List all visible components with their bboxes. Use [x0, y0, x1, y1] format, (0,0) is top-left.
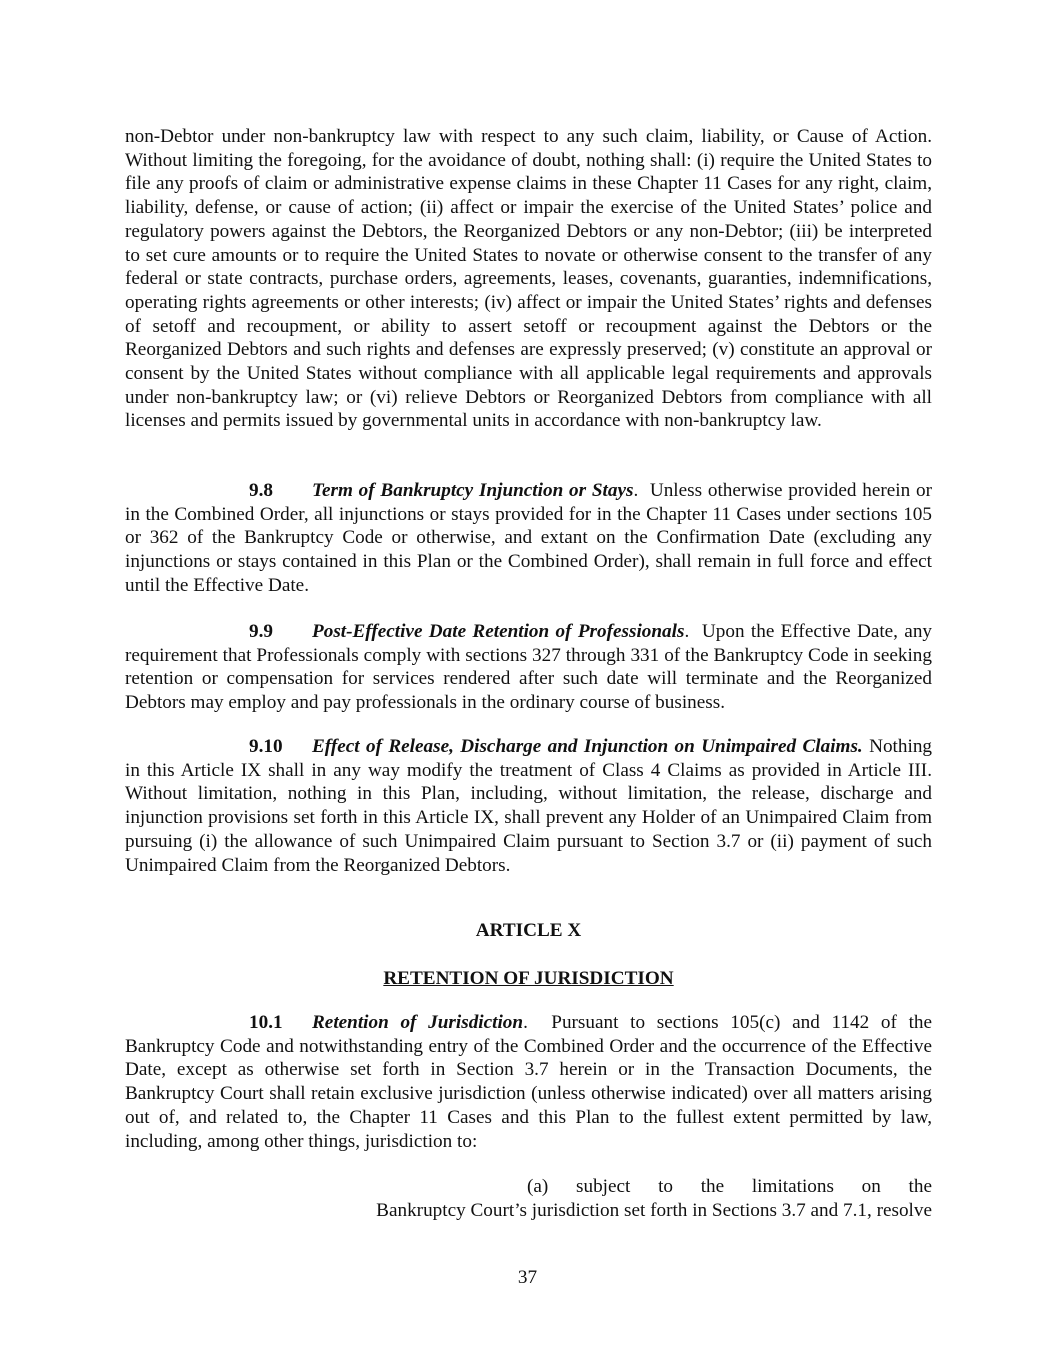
section-number: 10.1 — [249, 1012, 283, 1033]
section-title: Effect of Release, Discharge and Injunction on Unimpaired Claims. — [312, 736, 863, 757]
section-number: 9.9 — [249, 621, 273, 642]
section-body: Unless otherwise provided herein or in the Combined Order, all injunctions or stays provided for in the Chapter 11 Cases under sections 105 or 362 of the Bankruptcy Code or otherwise, and extant on the Confirmation Date (excluding any injunctions or stays contained in this Plan or the Combined Order), shall remain in full force and effect until the Effective Date. — [125, 480, 932, 596]
subparagraph-a — [341, 1175, 932, 1222]
section-body: Nothing in this Article IX shall in any way modify the treatment of Class 4 Claims as provided in Article III. Without limitation, nothing in this Plan, including, without limitation, the release, discharge and injunction provisions set forth in this Article IX, shall prevent any Holder of an Unimpaired Claim from pursuing (i) the allowance of such Unimpaired Claim pursuant to Section 3.7 or (ii) payment of such Unimpaired Claim from the Reorganized Debtors. — [125, 736, 933, 876]
article-label: ARTICLE X — [475, 920, 582, 941]
opening-paragraph: non-Debtor under non-bankruptcy law with respect to any such claim, liability, or Cause of Action. Without limiting the foregoing, for the avoidance of doubt, nothing shall: (i) require the United States to file any proofs of claim or administrative expense claims in these Chapter 11 Cases for any right, claim, liability, defense, or cause of action; (ii) affect or impair the exercise of the United States’ police and regulatory powers against the Debtors, the Reorganized Debtors or any non-Debtor; (iii) be interpreted to set cure amounts or to require the United States to novate or otherwise consent to the transfer of any federal or state contracts, purchase orders, agreements, leases, covenants, guaranties, indemnifications, operating rights agreements or other interests; (iv) affect or impair the United States’ rights and defenses of setoff and recoupment, or ability to assert setoff or recoupment against the Debtors or the Reorganized Debtors and such rights and defenses are expressly preserved; (v) constitute an approval or consent by the United States without compliance with all applicable legal requirements and approvals under non-bankruptcy law; or (vi) relieve Debtors or Reorganized Debtors from compliance with all licenses and permits issued by governmental units in accordance with non-bankruptcy law. — [125, 126, 932, 432]
section-title: Term of Bankruptcy Injunction or Stays — [312, 480, 634, 501]
section-9-8: 9.8 Term of Bankruptcy Injunction or Stays. Unless otherwise provided herein or in the Combined Order, all injunctions or stays provided for in the Chapter 11 Cases under sections 105 or 362 of the Bankruptcy Code or otherwise, and extant on the Confirmation Date (excluding any injunctions or stays contained in this Plan or the Combined Order), shall remain in full force and effect until the Effective Date. — [125, 480, 932, 596]
page-number: 37 — [517, 1267, 538, 1288]
section-body: Upon the Effective Date, any requirement that Professionals comply with sections 327 through 331 of the Bankruptcy Code in seeking retention or compensation for services rendered after such date will terminate and the Reorganized Debtors may employ and pay professionals in the ordinary course of business. — [125, 621, 933, 714]
section-9-9: 9.9 Post-Effective Date Retention of Professionals. Upon the Effective Date, any requirement that Professionals comply with sections 327 through 331 of the Bankruptcy Code in seeking retention or compensation for services rendered after such date will terminate and the Reorganized Debtors may employ and pay professionals in the ordinary course of business. — [125, 621, 933, 714]
section-title: Retention of Jurisdiction — [312, 1012, 524, 1033]
section-body: Pursuant to sections 105(c) and 1142 of the Bankruptcy Code and notwithstanding entry of the Combined Order and the occurrence of the Effective Date, except as otherwise set forth in Section 3.7 herein or in the Transaction Documents, the Bankruptcy Court shall retain exclusive jurisdiction (unless otherwise indicated) over all matters arising out of, and related to, the Chapter 11 Cases and this Plan to the fullest extent permitted by law, including, among other things, jurisdiction to: — [125, 1012, 933, 1152]
section-9-10 — [125, 735, 932, 877]
section-title: Post-Effective Date Retention of Professionals — [312, 621, 685, 642]
subparagraph-a-line-2: Bankruptcy Court’s jurisdiction set forth in Sections 3.7 and 7.1, resolve — [376, 1199, 932, 1221]
section-10-1: 10.1 Retention of Jurisdiction. Pursuant to sections 105(c) and 1142 of the Bankruptcy Code and notwithstanding entry of the Combined Order and the occurrence of the Effective Date, except as otherwise set forth in Section 3.7 herein or in the Transaction Documents, the Bankruptcy Court shall retain exclusive jurisdiction (unless otherwise indicated) over all matters arising out of, and related to, the Chapter 11 Cases and this Plan to the fullest extent permitted by law, including, among other things, jurisdiction to: — [125, 1012, 933, 1152]
section-number: 9.10 — [249, 736, 283, 757]
article-title: RETENTION OF JURISDICTION — [383, 968, 674, 989]
subparagraph-a-line-1: (a) subject to the limitations on the — [527, 1176, 932, 1197]
section-number: 9.8 — [249, 480, 273, 501]
